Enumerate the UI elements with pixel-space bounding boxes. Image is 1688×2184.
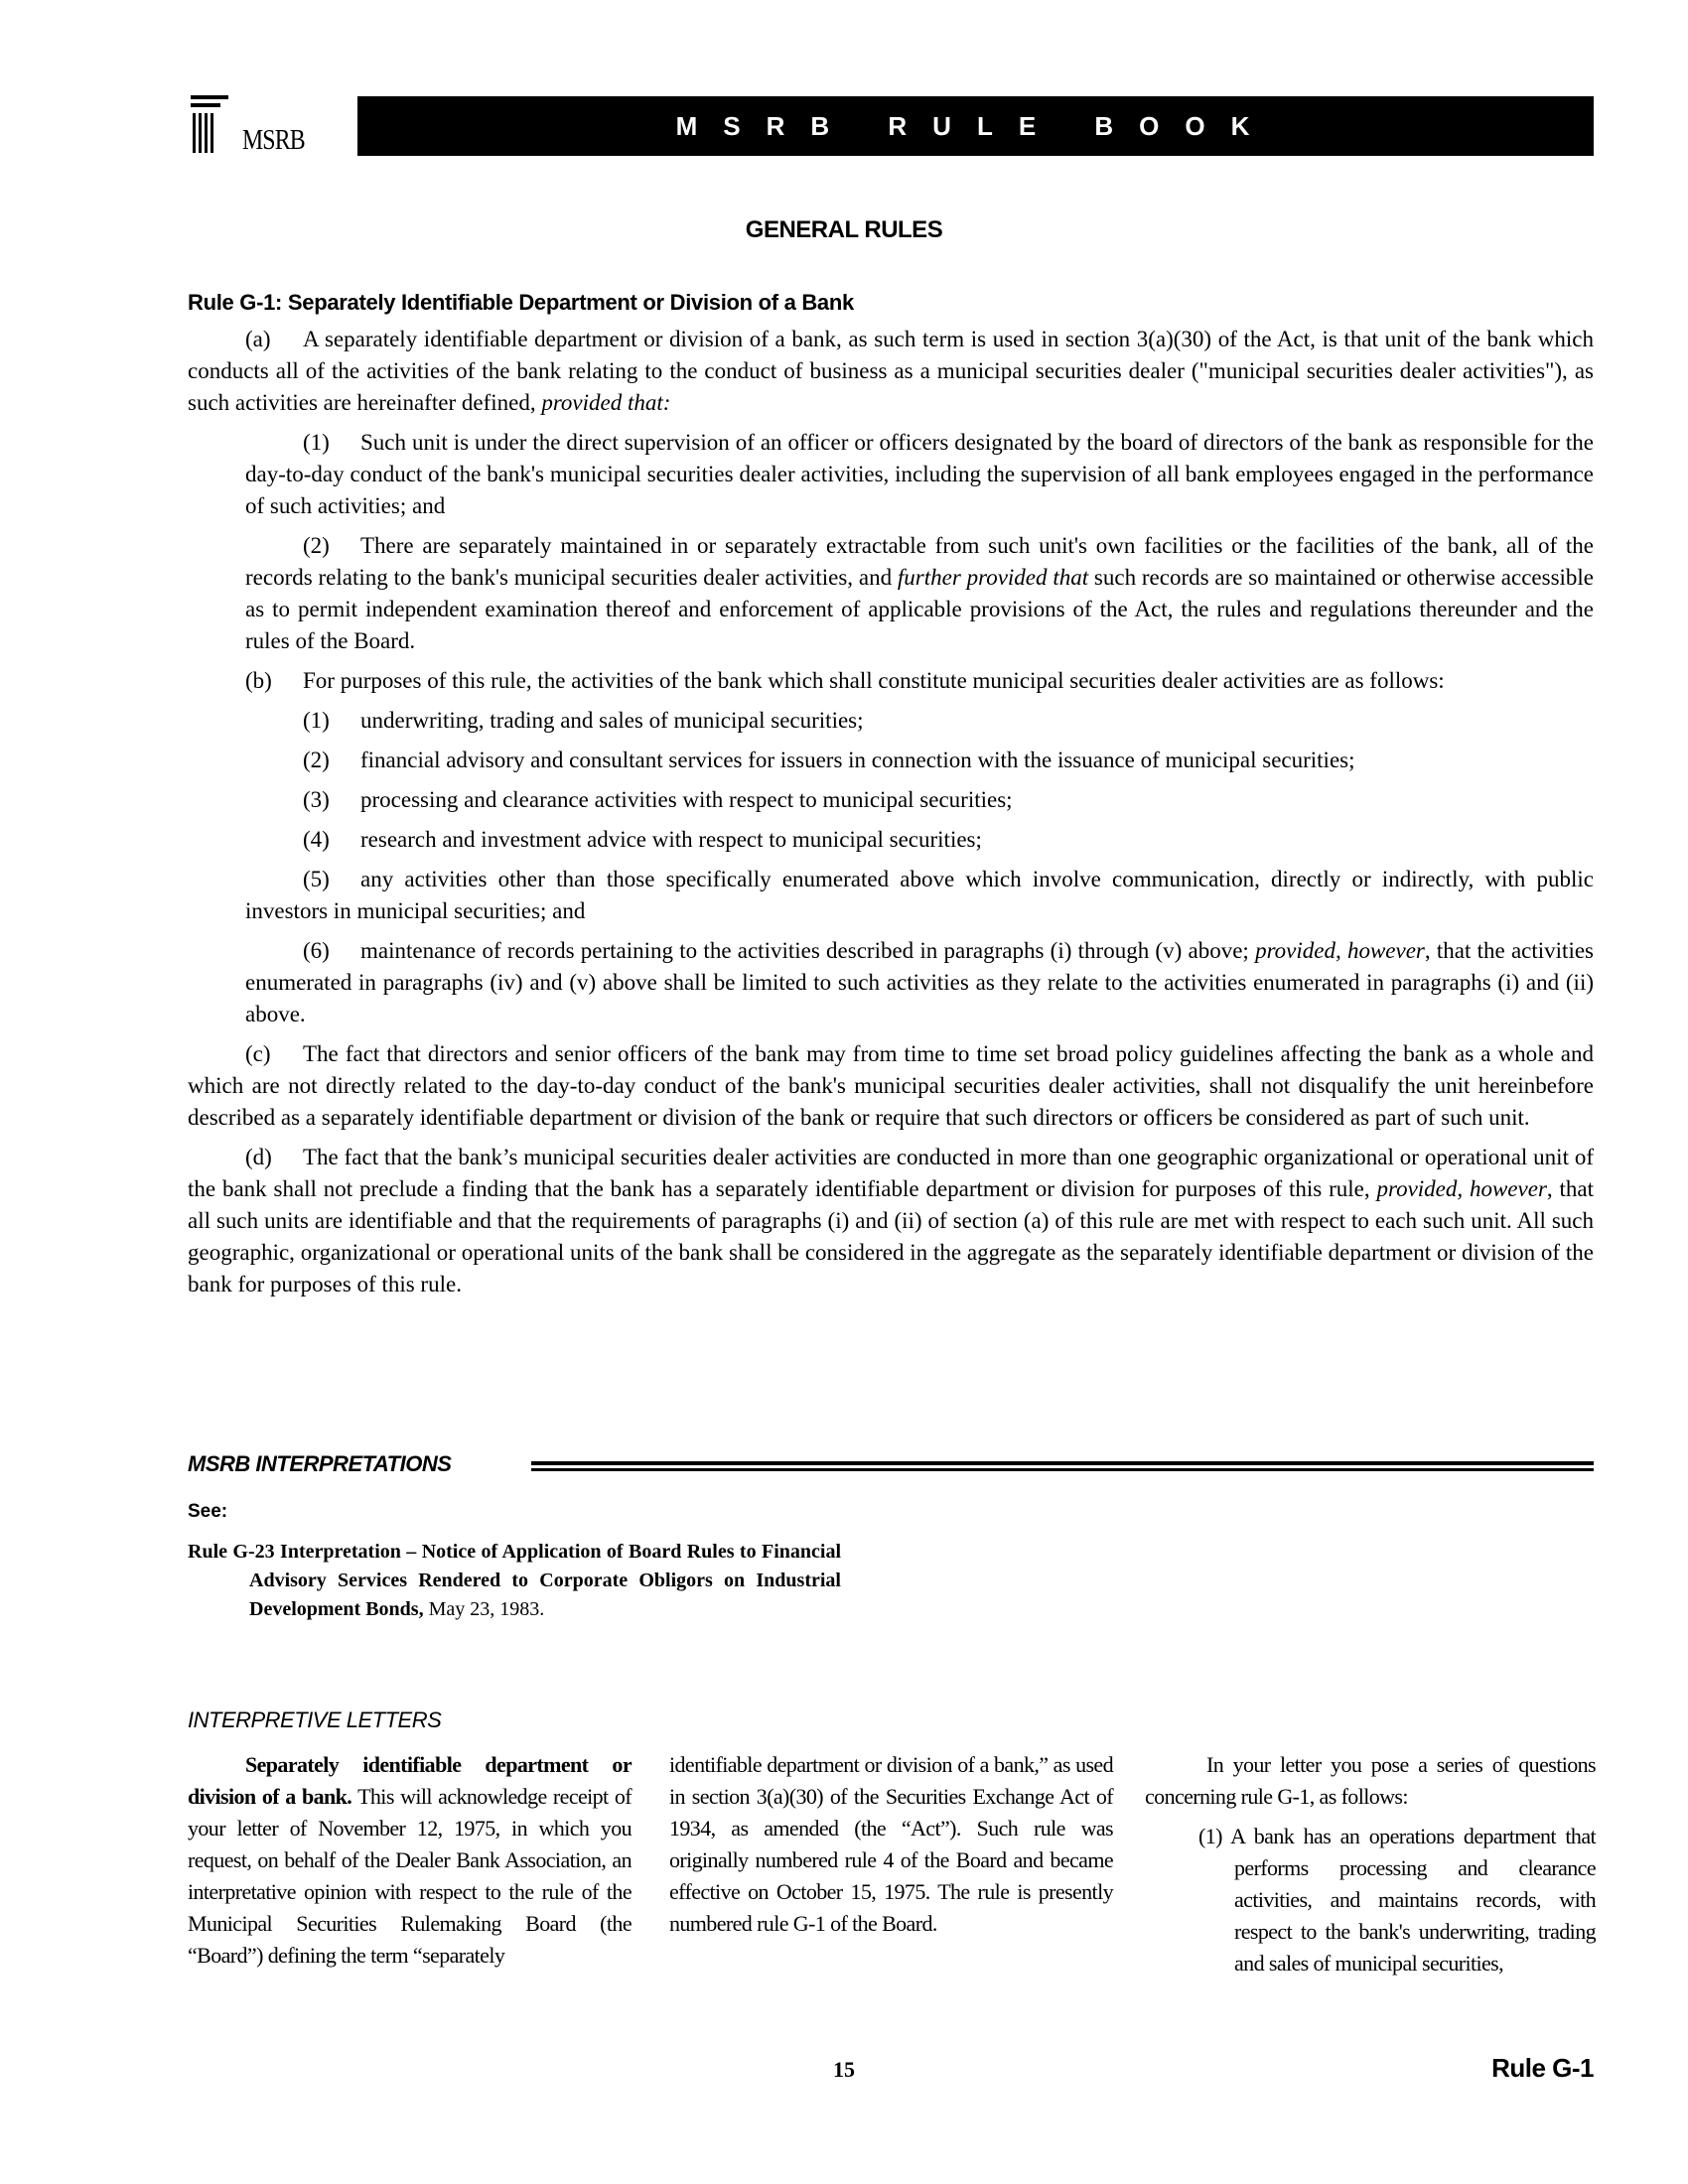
footer-rule-label: Rule G-1 <box>1491 2053 1594 2083</box>
see-label: See: <box>188 1501 228 1522</box>
logo-column <box>205 113 208 153</box>
letter-text: identifiable department or division of a bank,” as used in section 3(a)(30) of the Securities Exchange Act of 1934, as amended (the “Act”). Such rule was originally numbered rule 4 of the Board and became effective on October 15, 1975. The rule is presently numbered rule G-1 of the Board. <box>669 1752 1113 1936</box>
item-text: maintenance of records pertaining to the activities described in paragraphs (i) through (v) above; <box>360 938 1256 963</box>
rule-body <box>188 324 1594 1308</box>
logo-column <box>211 113 213 153</box>
item-text: research and investment advice with respect to municipal securities; <box>360 827 982 852</box>
paragraph-a1 <box>245 427 1594 522</box>
letter-column-1 <box>188 1749 632 1972</box>
paragraph-label: (1) <box>303 430 330 455</box>
item-text: , that the activities enumerated in paragraphs (iv) and (v) above shall be limited to such activities as they relate to the activities enumerated in paragraphs (i) and (ii) above. <box>245 938 1594 1026</box>
list-item <box>245 745 1594 776</box>
reference-title[interactable]: Rule G-23 Interpretation – Notice of Application of Board Rules to Financial Advisory Services Rendered to Corporate Obligors on Industrial Development Bonds, <box>188 1541 841 1620</box>
paragraph-d <box>188 1142 1594 1300</box>
letter-column-3 <box>1145 1749 1596 1979</box>
paragraph-text: The fact that directors and senior officers of the bank may from time to time set broad policy guidelines affecting the bank as a whole and which are not directly related to the day-to-day conduct of the bank's municipal securities dealer activities, shall not disqualify the unit hereinbefore described as a separately identifiable department or division of the bank or require that such directors or officers be considered as part of such unit. <box>188 1041 1594 1130</box>
page-number: 15 <box>833 2057 855 2082</box>
interpretive-letters-heading: INTERPRETIVE LETTERS <box>188 1707 442 1732</box>
list-item <box>245 935 1594 1030</box>
paragraph-italic: further provided that <box>897 565 1089 590</box>
item-label: (5) <box>303 867 330 891</box>
logo-column <box>199 113 202 153</box>
item-label: (2) <box>303 748 330 772</box>
item-text: processing and clearance activities with respect to municipal securities; <box>360 787 1013 812</box>
list-item <box>245 705 1594 737</box>
paragraph-a2 <box>245 530 1594 657</box>
item-text: any activities other than those specifically enumerated above which involve communication, directly or indirectly, with public investors in municipal securities; and <box>245 867 1594 923</box>
paragraph-label: (d) <box>245 1145 272 1169</box>
item-italic: provided, however <box>1255 938 1425 963</box>
paragraph-label: (c) <box>245 1041 271 1066</box>
list-item <box>245 824 1594 856</box>
interpretations-heading: MSRB INTERPRETATIONS <box>188 1451 452 1476</box>
section-title: GENERAL RULES <box>745 216 943 243</box>
interpretation-reference[interactable] <box>188 1538 841 1624</box>
paragraph-text: A separately identifiable department or division of a bank, as such term is used in section 3(a)(30) of the Act, is that unit of the bank which conducts all of the activities of the bank relating to the conduct of business as a municipal securities dealer ("municipal securities dealer activities"), as such activities are hereinafter defined, <box>188 327 1594 415</box>
letter-title: Separately identifiable department or division of a bank. <box>188 1752 632 1809</box>
reference-date: May 23, 1983. <box>423 1598 545 1620</box>
msrb-logo <box>191 91 340 161</box>
paragraph-italic: provided that: <box>541 390 671 415</box>
logo-column <box>193 113 196 153</box>
paragraph-label: (2) <box>303 533 330 558</box>
logo-column-cap <box>191 103 220 107</box>
paragraph-text: For purposes of this rule, the activities of the bank which shall constitute municipal securities dealer activities are as follows: <box>303 668 1445 693</box>
paragraph-text: such records are so maintained or otherwise accessible as to permit independent examination thereof and enforcement of applicable provisions of the Act, the rules and regulations thereunder and the rules of the Board. <box>245 565 1595 653</box>
double-rule-divider <box>531 1461 1594 1471</box>
item-label: (6) <box>303 938 330 963</box>
paragraph-text: There are separately maintained in or separately extractable from such unit's own facilities or the facilities of the bank, all of the records relating to the bank's municipal securities dealer activities, and <box>245 533 1594 590</box>
letter-question: (1) A bank has an operations department that performs processing and clearance activities, and maintains records, with respect to the bank's underwriting, trading and sales of municipal securities, <box>1198 1824 1596 1976</box>
banner-title: MSRB RULE BOOK <box>675 110 1276 141</box>
paragraph-a <box>188 324 1594 419</box>
list-item <box>245 864 1594 927</box>
item-label: (1) <box>303 708 330 733</box>
paragraph-label: (b) <box>245 668 272 693</box>
rule-book-banner <box>357 96 1594 156</box>
item-text: financial advisory and consultant services for issuers in connection with the issuance of municipal securities; <box>360 748 1355 772</box>
paragraph-b <box>188 665 1594 697</box>
paragraph-text: Such unit is under the direct supervision of an officer or officers designated by the board of directors of the bank as responsible for the day-to-day conduct of the bank's municipal securities dealer activities, including the supervision of all bank employees engaged in the performance of such activities; and <box>245 430 1594 518</box>
item-text: underwriting, trading and sales of municipal securities; <box>360 708 864 733</box>
paragraph-c <box>188 1038 1594 1134</box>
rule-heading: Rule G-1: Separately Identifiable Department or Division of a Bank <box>188 290 854 315</box>
letter-column-2 <box>669 1749 1113 1940</box>
letter-paragraph <box>188 1749 632 1972</box>
logo-column-cap <box>191 95 228 99</box>
item-label: (3) <box>303 787 330 812</box>
letter-text: In your letter you pose a series of questions concerning rule G-1, as follows: <box>1145 1752 1596 1809</box>
letter-text: This will acknowledge receipt of your letter of November 12, 1975, in which you request, on behalf of the Dealer Bank Association, an interpretative opinion with respect to the rule of the Municipal Securities Rulemaking Board (the “Board”) defining the term “separately <box>188 1784 632 1968</box>
item-label: (4) <box>303 827 330 852</box>
logo-text: MSRB <box>242 125 305 156</box>
list-item <box>245 784 1594 816</box>
paragraph-text: , that all such units are identifiable and that the requirements of paragraphs (i) and (ii) of section (a) of this rule are met with respect to each such unit. All such geographic, organizational or operational units of the bank shall be considered in the aggregate as the separately identifiable department or division of the bank for purposes of this rule. <box>188 1176 1594 1297</box>
paragraph-text: The fact that the bank’s municipal securities dealer activities are conducted in more than one geographic organizational or operational unit of the bank shall not preclude a finding that the bank has a separately identifiable department or division for purposes of this rule, <box>188 1145 1594 1201</box>
paragraph-italic: provided, however <box>1376 1176 1547 1201</box>
paragraph-label: (a) <box>245 327 271 351</box>
